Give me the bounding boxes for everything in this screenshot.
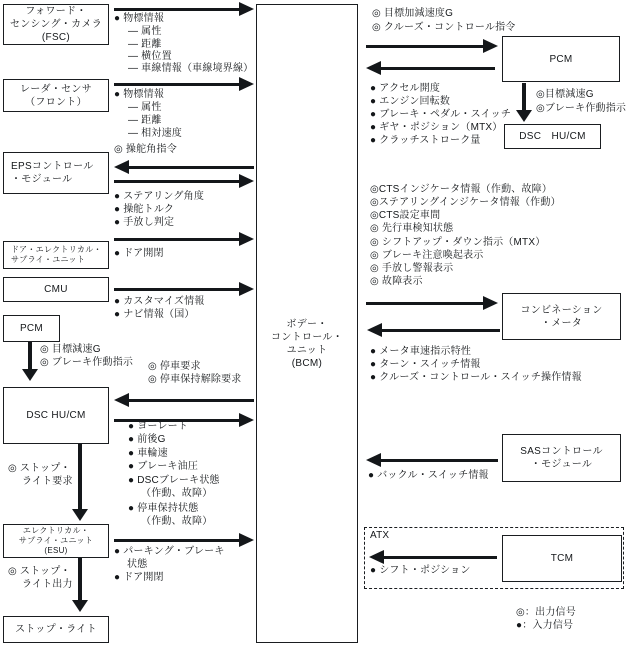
signal-label: ● ドア開閉: [114, 248, 164, 259]
flow-arrow-right: [114, 232, 254, 246]
signal-label: ― 相対速度: [128, 128, 182, 139]
arrow-shaft: [127, 166, 254, 169]
signal-label: ● ステアリング角度: [114, 191, 205, 202]
signal-label: ◎ 先行車検知状態: [370, 223, 454, 234]
signal-label: ― 横位置: [128, 51, 172, 62]
signal-label: ― 属性: [128, 102, 162, 113]
arrowhead-right-icon: [239, 413, 254, 427]
signal-label: ◎ 故障表示: [370, 276, 423, 287]
node-label: (ESU): [44, 546, 68, 555]
signal-label: ● ナビ情報（国）: [114, 309, 195, 320]
signal-label: ● 操舵トルク: [114, 204, 175, 215]
node-combination-meter: [502, 293, 621, 340]
arrow-shaft: [78, 558, 82, 601]
signal-label: ● DSCブレーキ状態: [128, 475, 220, 486]
signal-label: ● 物標情報: [114, 13, 165, 24]
node-tcm: [502, 535, 622, 582]
signal-label: ― 距離: [128, 115, 162, 126]
arrowhead-right-icon: [239, 533, 254, 547]
signal-label: 状態: [127, 559, 148, 570]
node-label: コントロール・: [271, 331, 343, 343]
signal-label: ◎ 停車要求: [148, 361, 201, 372]
flow-arrow-left: [114, 393, 254, 407]
signal-label: ◎ ブレーキ注意喚起表示: [370, 250, 484, 261]
atx-label: ATX: [370, 530, 390, 541]
arrowhead-left-icon: [114, 393, 129, 407]
signal-label: ◎CTS設定車間: [370, 210, 441, 221]
node-bcm: [256, 4, 358, 643]
signal-label: ◎ クルーズ・コントロール指令: [372, 22, 516, 33]
node-label: (BCM): [291, 357, 323, 369]
node-label: （フロント）: [25, 96, 87, 108]
signal-label: ● バックル・スイッチ情報: [368, 470, 489, 481]
node-label: フォワード・: [25, 6, 87, 17]
arrowhead-down-icon: [516, 110, 532, 122]
arrow-shaft: [114, 288, 241, 291]
signal-label: ライト要求: [22, 476, 73, 487]
flow-arrow-down: [516, 83, 532, 122]
node-electrical-supply-unit: [3, 524, 109, 558]
signal-label: ◎ 目標減速G: [40, 344, 101, 355]
node-label: SASコントロール: [520, 446, 603, 457]
signal-label: ◎ 操舵角指令: [114, 144, 177, 155]
arrowhead-left-icon: [366, 61, 381, 75]
signal-label: ◎ ストップ・: [8, 566, 71, 577]
node-label: CMU: [44, 284, 68, 295]
signal-label: （作動、故障）: [141, 488, 213, 499]
node-label: DSC HU/CM: [519, 131, 586, 142]
signal-label: ― 距離: [128, 39, 162, 50]
arrowhead-left-icon: [366, 453, 381, 467]
node-pcm-left: [3, 315, 60, 342]
signal-label: ● エンジン回転数: [370, 96, 451, 107]
signal-label: ● ヨーレート: [128, 421, 189, 432]
node-label: ボデー・: [286, 318, 328, 330]
node-door-electrical-supply-unit: [3, 241, 109, 269]
flow-arrow-right: [366, 296, 498, 310]
signal-label: （作動、故障）: [141, 516, 213, 527]
signal-label: ● クルーズ・コントロール・スイッチ操作情報: [370, 372, 582, 383]
signal-label: ◎ ブレーキ作動指示: [40, 357, 134, 368]
node-radar-sensor-front: [3, 79, 109, 112]
flow-arrow-right: [114, 174, 254, 188]
flow-arrow-left: [369, 550, 497, 564]
signal-label: ライト出力: [22, 579, 73, 590]
arrow-shaft: [379, 67, 495, 70]
flow-arrow-down: [22, 342, 38, 381]
node-label: エレクトリカル・: [22, 526, 90, 535]
signal-label: ― 車線情報（車線境界線）: [128, 63, 254, 74]
signal-label: ● アクセル開度: [370, 83, 441, 94]
arrowhead-right-icon: [239, 77, 254, 91]
arrow-shaft: [78, 444, 82, 510]
arrow-shaft: [366, 45, 485, 48]
arrowhead-left-icon: [114, 160, 129, 174]
node-label: ・モジュール: [11, 174, 73, 185]
arrowhead-right-icon: [483, 39, 498, 53]
flow-arrow-down: [72, 444, 88, 521]
node-eps-control-module: [3, 152, 109, 194]
arrow-shaft: [114, 539, 241, 542]
node-stop-light: [3, 616, 109, 643]
signal-label: ◎ 停車保持解除要求: [148, 374, 242, 385]
signal-label: ● ギヤ・ポジション（MTX）: [370, 122, 503, 133]
flow-arrow-left: [366, 453, 498, 467]
arrowhead-down-icon: [72, 600, 88, 612]
node-label: DSC HU/CM: [26, 410, 86, 421]
node-dsc-hu-cm-right: [504, 124, 601, 149]
flow-arrow-right: [366, 39, 498, 53]
arrow-shaft: [114, 83, 241, 86]
signal-label: ● ブレーキ・ペダル・スイッチ: [370, 109, 512, 120]
arrow-shaft: [522, 83, 526, 111]
node-sas-control-module: [502, 434, 621, 482]
signal-label: ● 前後G: [128, 434, 166, 445]
node-label: ストップ・ライト: [15, 624, 97, 635]
signal-label: ◎ステアリングインジケータ情報（作動）: [370, 197, 561, 208]
node-label: レーダ・センサ: [19, 83, 93, 95]
node-label: サプライ・ユニット: [18, 536, 94, 545]
signal-label: ● パーキング・ブレーキ: [114, 546, 225, 557]
arrowhead-down-icon: [22, 369, 38, 381]
node-label: ・モジュール: [530, 459, 593, 470]
node-fsc: [3, 4, 109, 45]
legend-input: ●：入力信号: [516, 620, 574, 631]
arrowhead-down-icon: [72, 509, 88, 521]
signal-label: ● ブレーキ油圧: [128, 461, 199, 472]
signal-label: ● 停車保持状態: [128, 503, 199, 514]
arrowhead-right-icon: [483, 296, 498, 310]
signal-label: ● 車輪速: [128, 448, 168, 459]
signal-label: ◎ ストップ・: [8, 463, 71, 474]
arrowhead-right-icon: [239, 174, 254, 188]
signal-label: ● 手放し判定: [114, 217, 175, 228]
arrowhead-right-icon: [239, 2, 254, 16]
node-label: (FSC): [41, 32, 71, 43]
node-label: ユニット: [286, 344, 328, 356]
arrow-shaft: [380, 329, 500, 332]
signal-label: ◎CTSインジケータ情報（作動、故障）: [370, 184, 553, 195]
node-pcm-right: [502, 36, 620, 82]
signal-label: ◎目標減速G: [536, 89, 594, 100]
signal-label: ● ターン・スイッチ情報: [370, 359, 481, 370]
node-label: サプライ・ユニット: [11, 255, 86, 264]
arrowhead-right-icon: [239, 282, 254, 296]
node-label: ・メータ: [540, 317, 583, 329]
node-cmu: [3, 277, 109, 302]
node-label: PCM: [19, 323, 44, 334]
signal-label: ― 属性: [128, 26, 162, 37]
node-label: EPSコントロール: [11, 161, 94, 172]
node-label: PCM: [549, 53, 573, 65]
flow-arrow-left: [366, 61, 495, 75]
flow-arrow-down: [72, 558, 88, 612]
arrowhead-right-icon: [239, 232, 254, 246]
arrow-shaft: [382, 556, 497, 559]
flow-arrow-right: [114, 533, 254, 547]
arrow-shaft: [114, 238, 241, 241]
signal-label: ◎ シフトアップ・ダウン指示（MTX）: [370, 237, 546, 248]
arrow-shaft: [127, 399, 254, 402]
arrow-shaft: [114, 180, 241, 183]
node-dsc-hu-cm-left: [3, 387, 109, 444]
signal-label: ● クラッチストローク量: [370, 135, 481, 146]
arrowhead-left-icon: [369, 550, 384, 564]
arrow-shaft: [379, 459, 498, 462]
flow-arrow-left: [114, 160, 254, 174]
signal-label: ● 物標情報: [114, 89, 165, 100]
arrow-shaft: [114, 8, 241, 11]
signal-label: ◎ 目標加減速度G: [372, 8, 454, 19]
arrow-shaft: [366, 302, 485, 305]
flow-arrow-left: [367, 323, 500, 337]
arrow-shaft: [28, 342, 32, 370]
signal-label: ◎ 手放し警報表示: [370, 263, 454, 274]
node-label: センシング・カメラ: [10, 19, 102, 30]
signal-label: ◎ブレーキ作動指示: [536, 103, 627, 114]
arrowhead-left-icon: [367, 323, 382, 337]
node-label: コンビネーション: [520, 304, 603, 316]
node-label: ドア・エレクトリカル・: [11, 245, 102, 254]
signal-label: ● メータ車速指示特性: [370, 346, 472, 357]
signal-label: ● ドア開閉: [114, 572, 164, 583]
node-label: TCM: [550, 553, 574, 564]
signal-label: ● カスタマイズ情報: [114, 296, 205, 307]
flow-arrow-right: [114, 282, 254, 296]
signal-label: ● シフト・ポジション: [370, 565, 471, 576]
legend-output: ◎：出力信号: [516, 607, 576, 618]
